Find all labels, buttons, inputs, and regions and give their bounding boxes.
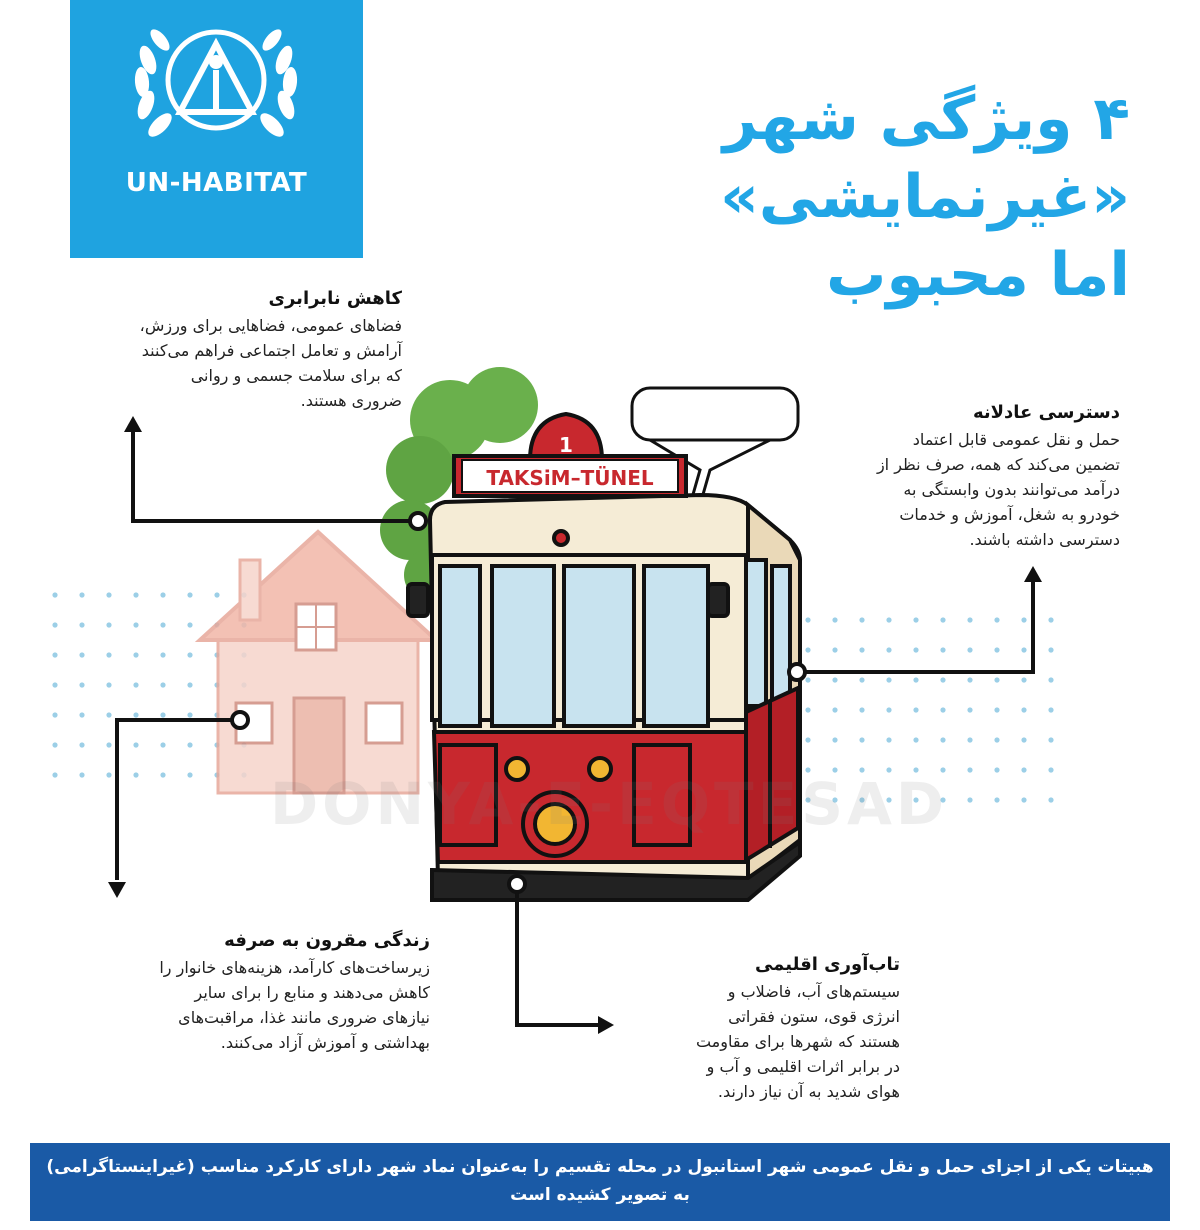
feature-line: آرامش و تعامل اجتماعی فراهم می‌کنند xyxy=(141,341,402,360)
decor-dot xyxy=(1048,707,1053,712)
decor-dot xyxy=(52,592,57,597)
decor-dot xyxy=(967,797,972,802)
decor-dot xyxy=(52,772,57,777)
decor-dot xyxy=(832,707,837,712)
un-habitat-logo xyxy=(70,0,363,258)
decor-dot xyxy=(913,647,918,652)
feature-title: زندگی مقرون به صرفه xyxy=(224,930,430,951)
feature-line: سیستم‌های آب، فاضلاب و xyxy=(727,982,900,1001)
decor-dot xyxy=(913,707,918,712)
decor-dot xyxy=(52,652,57,657)
decor-dot xyxy=(1048,797,1053,802)
title-line-2: اما محبوب xyxy=(826,240,1130,310)
tram-number: 1 xyxy=(559,433,573,457)
feature-line: که برای سلامت جسمی و روانی xyxy=(190,366,402,385)
decor-dot xyxy=(1048,647,1053,652)
decor-dot xyxy=(967,767,972,772)
decor-dot xyxy=(187,652,192,657)
un-emblem-icon xyxy=(70,0,363,168)
decor-dot xyxy=(832,737,837,742)
tram-destination: TAKSiM–TÜNEL xyxy=(486,466,654,490)
feature-line: انرژی قوی، ستون فقراتی xyxy=(728,1007,900,1026)
decor-dot xyxy=(187,622,192,627)
decor-dot xyxy=(859,617,864,622)
decor-dot xyxy=(160,592,165,597)
caption-line-1: هبیتات یکی از اجزای حمل و نقل عمومی شهر استانبول در محله تقسیم را به‌عنوان نماد شهر دارای کارکرد مناسب (غیراینستاگرامی) xyxy=(46,1157,1154,1177)
decor-dot xyxy=(133,712,138,717)
decor-dot xyxy=(994,767,999,772)
decor-dot xyxy=(1048,677,1053,682)
decor-dot xyxy=(832,677,837,682)
decor-dot xyxy=(940,617,945,622)
decor-dot xyxy=(940,707,945,712)
arrow-up-icon xyxy=(1024,566,1042,582)
logo-text: UN-HABITAT xyxy=(125,168,308,198)
feature-line: نیازهای ضروری مانند غذا، مراقبت‌های xyxy=(178,1008,430,1027)
decor-dot xyxy=(832,647,837,652)
connector-node xyxy=(232,712,248,728)
decor-dot xyxy=(160,742,165,747)
decor-dot xyxy=(106,772,111,777)
decor-dot xyxy=(160,712,165,717)
decor-dot xyxy=(79,652,84,657)
decor-dot xyxy=(805,647,810,652)
caption-bar xyxy=(30,1143,1170,1221)
decor-dot xyxy=(106,712,111,717)
decor-dot xyxy=(805,677,810,682)
decor-dot xyxy=(994,647,999,652)
feature-line: دسترسی داشته باشند. xyxy=(969,530,1120,549)
decor-dot xyxy=(1048,617,1053,622)
decor-dot xyxy=(1021,677,1026,682)
feature-line: زیرساخت‌های کارآمد، هزینه‌های خانوار را xyxy=(159,958,430,977)
decor-dot xyxy=(886,707,891,712)
decor-dot xyxy=(79,622,84,627)
feature-line: بهداشتی و آموزش آزاد می‌کنند. xyxy=(220,1033,430,1052)
decor-dot xyxy=(160,772,165,777)
feature-line: هوای شدید به آن نیاز دارند. xyxy=(717,1082,900,1101)
decor-dot xyxy=(133,772,138,777)
decor-dot xyxy=(967,617,972,622)
decor-dot xyxy=(967,707,972,712)
feature-line: درآمد می‌توانند بدون وابستگی به xyxy=(903,480,1120,499)
decor-dot xyxy=(886,677,891,682)
decor-dot xyxy=(106,682,111,687)
decor-dot xyxy=(79,682,84,687)
decor-dot xyxy=(106,622,111,627)
decor-dot xyxy=(994,617,999,622)
decor-dot xyxy=(886,737,891,742)
decor-dot xyxy=(187,682,192,687)
decor-dot xyxy=(859,707,864,712)
decor-dot xyxy=(994,707,999,712)
decor-dot xyxy=(967,737,972,742)
decor-dot xyxy=(805,737,810,742)
house-icon xyxy=(200,532,436,793)
decor-dot xyxy=(133,742,138,747)
feature-line: حمل و نقل عمومی قابل اعتماد xyxy=(912,430,1120,449)
decor-dot xyxy=(967,647,972,652)
decor-dot xyxy=(52,682,57,687)
decor-dot xyxy=(805,617,810,622)
decor-dot xyxy=(940,647,945,652)
feature-block-access xyxy=(780,402,1120,552)
decor-dot xyxy=(79,592,84,597)
decor-dot xyxy=(1021,797,1026,802)
feature-title: دسترسی عادلانه xyxy=(972,402,1120,423)
decor-dot xyxy=(913,737,918,742)
decor-dot xyxy=(214,592,219,597)
decor-dot xyxy=(133,682,138,687)
decor-dot xyxy=(1021,617,1026,622)
feature-line: در برابر اثرات اقلیمی و آب و xyxy=(706,1057,900,1076)
decor-dot xyxy=(187,772,192,777)
decor-dot xyxy=(133,592,138,597)
decor-dot xyxy=(967,677,972,682)
connector-node xyxy=(410,513,426,529)
decor-dot xyxy=(133,652,138,657)
decor-dot xyxy=(913,677,918,682)
decor-dot xyxy=(187,592,192,597)
decor-dot xyxy=(994,737,999,742)
connector-node xyxy=(509,876,525,892)
decor-dot xyxy=(106,742,111,747)
feature-line: کاهش می‌دهند و منابع را برای سایر xyxy=(194,983,430,1002)
decor-dot xyxy=(52,622,57,627)
decor-dot xyxy=(106,592,111,597)
decor-dot xyxy=(79,742,84,747)
decor-dot xyxy=(859,677,864,682)
feature-line: ضروری هستند. xyxy=(300,391,402,410)
decor-dot xyxy=(52,742,57,747)
decor-dot xyxy=(1048,767,1053,772)
decor-dot xyxy=(1021,647,1026,652)
decor-dot xyxy=(133,622,138,627)
title-line-1: ۴ ویژگی شهر «غیرنمایشی» xyxy=(720,84,1130,232)
decor-dot xyxy=(1048,737,1053,742)
watermark: DONYA-E-EQTESAD xyxy=(270,770,949,838)
decor-dot xyxy=(994,797,999,802)
decor-dot xyxy=(859,647,864,652)
decor-dot xyxy=(106,652,111,657)
decor-dot xyxy=(886,617,891,622)
decor-dot xyxy=(832,617,837,622)
decor-dot xyxy=(160,622,165,627)
decor-dot xyxy=(160,682,165,687)
decor-dot xyxy=(859,737,864,742)
feature-block-climate xyxy=(600,954,900,1104)
feature-line: فضاهای عمومی، فضاهایی برای ورزش، xyxy=(139,316,402,335)
arrow-down-icon xyxy=(108,882,126,898)
decor-dot xyxy=(160,652,165,657)
decor-dot xyxy=(940,677,945,682)
feature-block-inequality xyxy=(40,288,402,413)
feature-title: کاهش نابرابری xyxy=(268,288,402,309)
feature-line: خودرو به شغل، آموزش و خدمات xyxy=(899,505,1120,524)
arrow-up-icon xyxy=(124,416,142,432)
decor-dot xyxy=(886,647,891,652)
decor-dot xyxy=(913,617,918,622)
decor-dot xyxy=(1021,707,1026,712)
feature-block-affordable xyxy=(30,930,430,1055)
decor-dot xyxy=(52,712,57,717)
decor-dot xyxy=(1021,767,1026,772)
decor-dot xyxy=(994,677,999,682)
feature-title: تاب‌آوری اقلیمی xyxy=(754,954,900,975)
decor-dot xyxy=(805,707,810,712)
decor-dot xyxy=(940,737,945,742)
decor-dot xyxy=(187,712,192,717)
decor-dot xyxy=(1021,737,1026,742)
decor-dot xyxy=(79,772,84,777)
connector-node xyxy=(789,664,805,680)
caption-line-2: به تصویر کشیده است xyxy=(510,1185,690,1205)
decor-dot xyxy=(187,742,192,747)
decor-dot xyxy=(79,712,84,717)
feature-line: هستند که شهرها برای مقاومت xyxy=(695,1032,900,1051)
feature-line: تضمین می‌کند که همه، صرف نظر از xyxy=(876,455,1120,474)
